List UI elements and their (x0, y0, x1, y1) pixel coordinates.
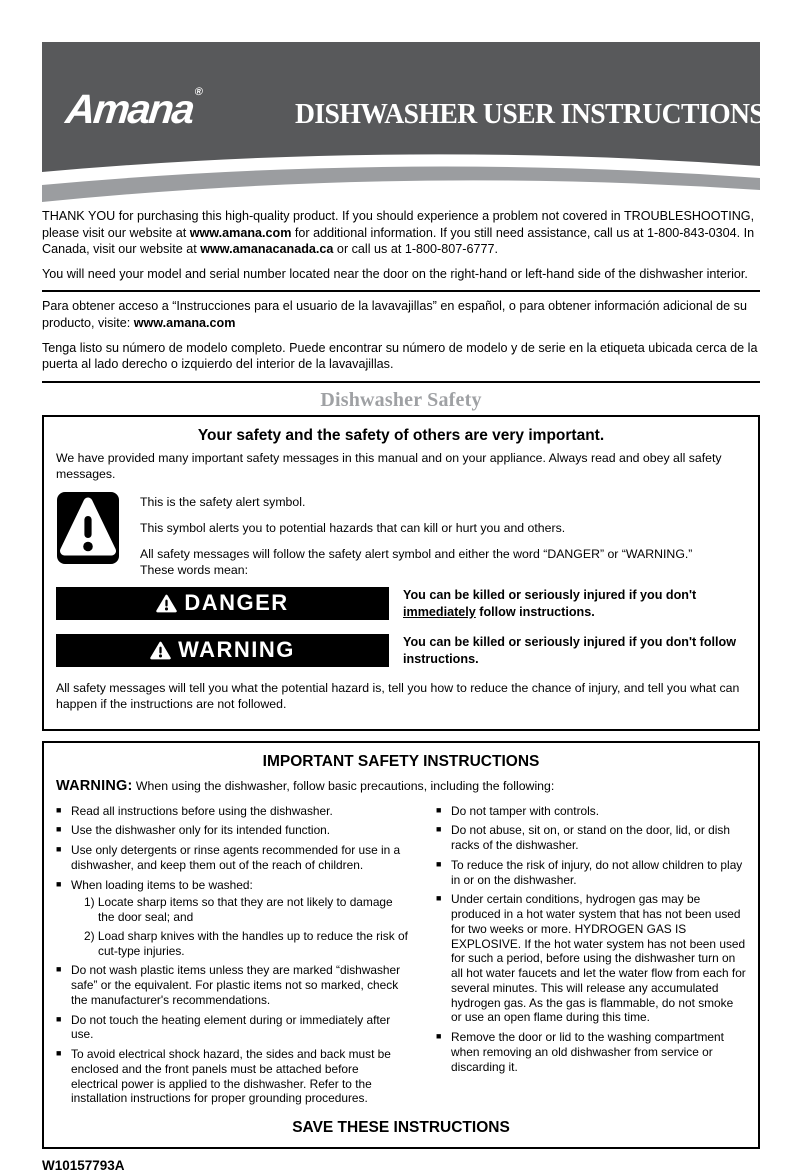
list-item (56, 1013, 408, 1043)
safety-alert-icon (56, 491, 120, 565)
bullet-square-icon: ■ (56, 1048, 62, 1059)
bullet-square-icon: ■ (56, 844, 62, 855)
list-item (436, 804, 746, 819)
bullet-square-icon: ■ (436, 893, 442, 904)
list-item (436, 892, 746, 1025)
intro-text: for additional information. If you still need assistance, call us at 1-800-843-0304. In Canada, visit our website at (42, 225, 755, 257)
danger-label: DANGER (184, 590, 289, 616)
list-item (56, 823, 408, 838)
amana-logo (64, 86, 204, 133)
instructions-columns (56, 804, 746, 1112)
warning-label: WARNING (178, 637, 295, 663)
spanish-paragraph-2: Tenga listo su número de modelo completo. Puede encontrar su número de modelo y de serie en la etiqueta ubicada cerca de la puerta al lado derecho o izquierdo del interior de la lavavajillas. (42, 340, 758, 372)
safety-intro-paragraph: We have provided many important safety messages in this manual and on your appliance. Always read and obey all safety messages. (56, 450, 722, 481)
warning-word: WARNING: (56, 777, 133, 794)
list-item (56, 878, 408, 959)
alert-line-3 (140, 547, 692, 579)
bullet-square-icon: ■ (56, 1013, 62, 1024)
danger-description (403, 587, 746, 621)
alert-line-3b: These words mean: (140, 562, 248, 577)
spanish-paragraph-1 (42, 298, 760, 331)
instructions-warning-line (56, 777, 746, 796)
bullet-square-icon: ■ (56, 878, 62, 889)
warning-description: You can be killed or seriously injured if you don't follow instructions. (403, 634, 737, 666)
list-item-text: Do not abuse, sit on, or stand on the door, lid, or dish racks of the dishwasher. (451, 823, 730, 853)
model-serial-paragraph: You will need your model and serial number located near the door on the right-hand or left-hand side of the dishwasher interior. (42, 266, 748, 281)
list-item (56, 1047, 408, 1106)
instructions-right-column (436, 804, 746, 1112)
document-title: DISHWASHER USER INSTRUCTIONS (295, 99, 765, 130)
bullet-square-icon: ■ (56, 804, 62, 815)
alert-explanations (140, 491, 692, 581)
danger-desc-text: You can be killed or seriously injured if you don't (403, 587, 697, 602)
list-item (436, 823, 746, 853)
instructions-title: IMPORTANT SAFETY INSTRUCTIONS (262, 752, 540, 770)
danger-desc-underlined: immediately (403, 604, 476, 619)
list-item (56, 843, 408, 873)
warning-banner (56, 634, 389, 667)
list-item-text: When loading items to be washed: (71, 877, 253, 892)
registered-mark-icon: ® (193, 86, 204, 98)
danger-desc-text: follow instructions. (475, 604, 595, 619)
list-item-text: Read all instructions before using the dishwasher. (71, 803, 333, 818)
list-item (56, 963, 408, 1007)
amanacanada-url: www.amanacanada.ca (200, 242, 334, 257)
safety-box-title: Your safety and the safety of others are very important. (197, 426, 605, 444)
danger-row (56, 587, 746, 621)
divider (42, 381, 760, 383)
sub-list-item: 2) Load sharp knives with the handles up to reduce the risk of cut-type injuries. (84, 928, 408, 958)
alert-line-2: This symbol alerts you to potential hazards that can kill or hurt you and others. (140, 520, 566, 535)
spanish-text: Para obtener acceso a “Instrucciones para el usuario de la lavavajillas” en español, o para obtener información adicional de su producto, visite: (42, 299, 747, 331)
list-item-text: To reduce the risk of injury, do not allow children to play in or on the dishwasher. (451, 857, 743, 887)
section-heading-dishwasher-safety: Dishwasher Safety (320, 388, 482, 411)
list-item-text: Do not touch the heating element during or immediately after use. (71, 1012, 391, 1042)
list-item-text: Under certain conditions, hydrogen gas may be produced in a hot water system that has not been used for two weeks or more. HYDROGEN GAS IS EXPLOSIVE. If the hot water system has not been used for such a period, before using the dishwasher turn on all hot water faucets and let the water flow from each for several minutes. This will release any accumulated hydrogen gas. As the gas is flammable, do not smoke or use an open flame during this time. (451, 892, 746, 1025)
safety-outro-paragraph: All safety messages will tell you what the potential hazard is, tell you how to reduce the chance of injury, and tell you what can happen if the instructions are not followed. (56, 680, 740, 711)
alert-line-3a: All safety messages will follow the safety alert symbol and either the word “DANGER” or “WARNING.” (140, 546, 693, 561)
document-number: W10157793A (42, 1158, 125, 1173)
danger-banner (56, 587, 389, 620)
amana-url: www.amana.com (189, 225, 292, 240)
danger-triangle-icon (156, 594, 177, 613)
alert-line-1: This is the safety alert symbol. (140, 494, 306, 509)
alert-symbol-row (56, 491, 746, 581)
header-banner (42, 42, 765, 202)
bullet-square-icon: ■ (436, 804, 442, 815)
list-item (436, 858, 746, 888)
list-item (56, 804, 408, 819)
list-item-text: Do not tamper with controls. (451, 803, 600, 818)
intro-text: or call us at 1-800-807-6777. (333, 242, 498, 257)
warning-triangle-icon (150, 641, 171, 660)
bullet-square-icon: ■ (436, 858, 442, 869)
warning-text: When using the dishwasher, follow basic precautions, including the following: (132, 778, 555, 793)
warning-row (56, 634, 746, 668)
list-item-text: To avoid electrical shock hazard, the sides and back must be enclosed and the front panels must be attached before electrical power is applied to the dishwasher. Refer to the installation instructions for proper grounding procedures. (71, 1047, 391, 1106)
divider (42, 290, 760, 292)
intro-text: THANK YOU for purchasing this high-quality product. If you should experience a problem not covered in TROUBLESHOOTING, please visit our website at (42, 209, 755, 240)
list-item-text: Remove the door or lid to the washing compartment when removing an old dishwasher from service or discarding it. (451, 1030, 724, 1074)
amana-url-es: www.amana.com (133, 316, 236, 331)
sub-list-item: 1) Locate sharp items so that they are not likely to damage the door seal; and (84, 895, 393, 925)
bullet-square-icon: ■ (436, 824, 442, 835)
bullet-square-icon: ■ (436, 1031, 442, 1042)
thank-you-paragraph (42, 208, 760, 258)
intro-section (42, 208, 760, 383)
important-safety-instructions-box (42, 741, 760, 1149)
list-item-text: Use only detergents or rinse agents recommended for use in a dishwasher, and keep them out of the reach of children. (71, 843, 401, 872)
save-these-instructions: SAVE THESE INSTRUCTIONS (292, 1119, 510, 1137)
amana-logo-text: Amana (63, 86, 196, 132)
list-item-text: Use the dishwasher only for its intended function. (71, 823, 331, 838)
list-item-text: Do not wash plastic items unless they are marked “dishwasher safe” or the equivalent. For plastic items not so marked, check the manufacturer's recommendations. (71, 963, 401, 1007)
bullet-square-icon: ■ (56, 824, 62, 835)
bullet-square-icon: ■ (56, 964, 62, 975)
safety-box (42, 415, 760, 731)
instructions-left-column (56, 804, 408, 1112)
